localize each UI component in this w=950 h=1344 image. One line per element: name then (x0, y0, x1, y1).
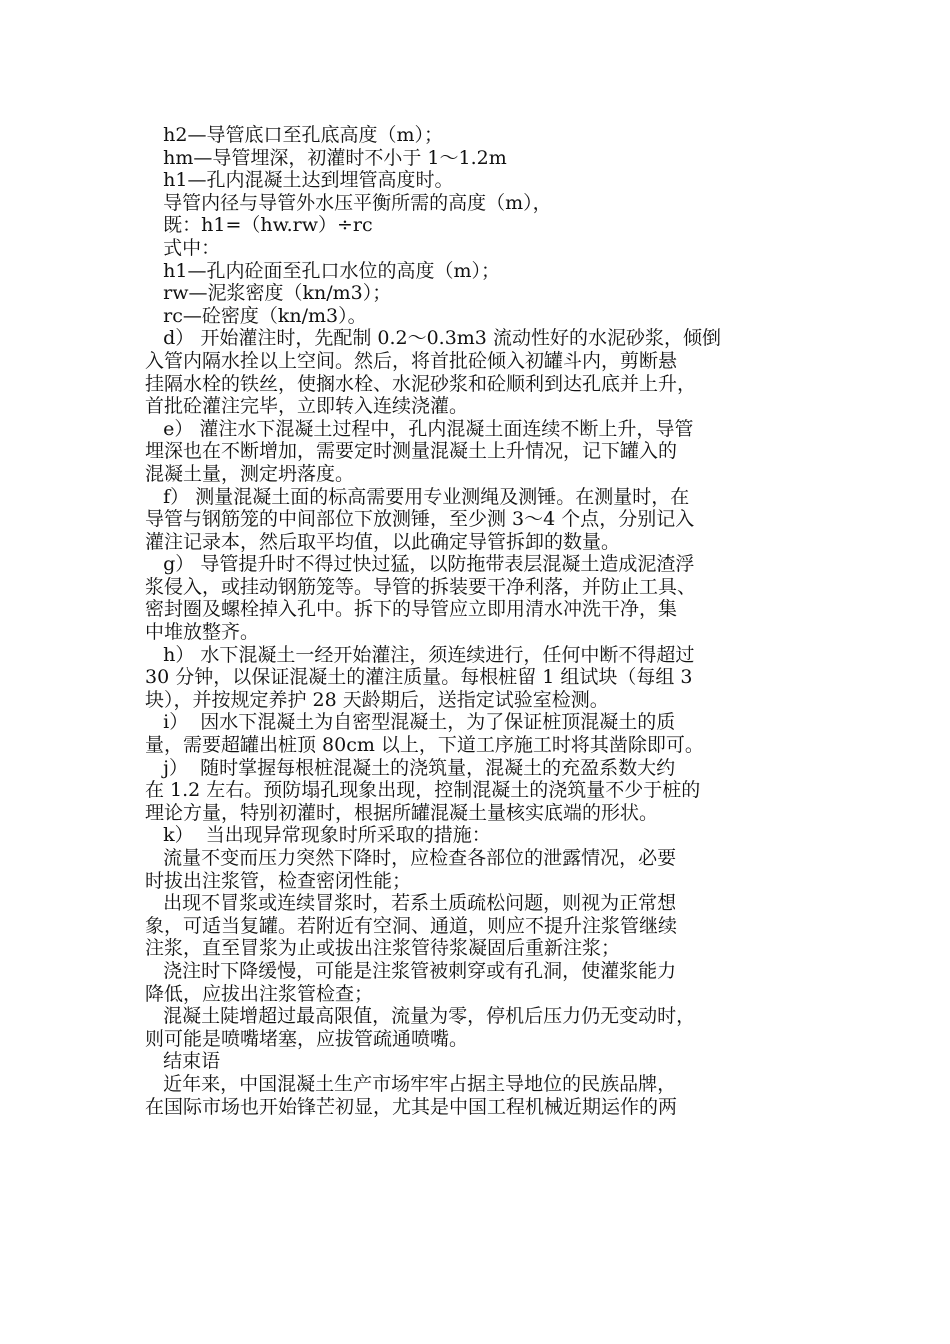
document-body (145, 124, 805, 1118)
text-line: 在国际市场也开始锋芒初显，尤其是中国工程机械近期运作的两 (145, 1095, 678, 1118)
text-line: 结束语 (145, 1050, 221, 1073)
text-line: 则可能是喷嘴堵塞，应拔管疏通喷嘴。 (145, 1027, 469, 1050)
text-line: rw—泥浆密度（kn/m3）； (145, 282, 392, 305)
text-line: 在 1.2 左右。预防塌孔现象出现，控制混凝土的浇筑量不少于桩的 (145, 779, 701, 802)
text-line: e） 灌注水下混凝土过程中，孔内混凝土面连续不断上升，导管 (145, 417, 694, 440)
text-line: d） 开始灌注时，先配制 0.2～0.3m3 流动性好的水泥砂浆，倾倒 (145, 327, 721, 350)
text-line: 降低，应拔出注浆管检查； (145, 982, 374, 1005)
text-line: 埋深也在不断增加，需要定时测量混凝土上升情况，记下罐入的 (145, 440, 678, 463)
text-line: 式中： (145, 236, 221, 259)
text-line: k） 当出现异常现象时所采取的措施： (145, 824, 491, 847)
text-line: 既：h1=（hw.rw）÷rc (145, 214, 373, 237)
text-line: 挂隔水栓的铁丝，使搁水栓、水泥砂浆和砼顺利到达孔底并上升， (145, 372, 697, 395)
text-line: 注浆，直至冒浆为止或拔出注浆管待浆凝固后重新注浆； (145, 937, 621, 960)
text-line: i） 因水下混凝土为自密型混凝土，为了保证桩顶混凝土的质 (145, 711, 676, 734)
text-line: h1—孔内混凝土达到埋管高度时。 (145, 169, 454, 192)
text-line: 导管内径与导管外水压平衡所需的高度（m）， (145, 191, 552, 214)
text-line: h1—孔内砼面至孔口水位的高度（m）； (145, 259, 500, 282)
text-line: 导管与钢筋笼的中间部位下放测锤，至少测 3～4 个点，分别记入 (145, 508, 695, 531)
text-line: 浆侵入，或挂动钢筋笼等。导管的拆装要干净利落，并防止工具、 (145, 575, 697, 598)
text-line: 理论方量，特别初灌时，根据所罐混凝土量核实底端的形状。 (145, 801, 659, 824)
text-line: 中堆放整齐。 (145, 621, 260, 644)
text-line: 象，可适当复罐。若附近有空洞、通道，则应不提升注浆管继续 (145, 914, 678, 937)
text-line: 量，需要超罐出桩顶 80cm 以上，下道工序施工时将其凿除即可。 (145, 734, 704, 757)
text-line: 近年来，中国混凝土生产市场牢牢占据主导地位的民族品牌， (145, 1072, 677, 1095)
text-line: 灌注记录本，然后取平均值，以此确定导管拆卸的数量。 (145, 530, 621, 553)
text-line: 入管内隔水拴以上空间。然后，将首批砼倾入初罐斗内，剪断悬 (145, 349, 678, 372)
text-line: h2—导管底口至孔底高度（m）； (145, 124, 443, 146)
text-line: 30 分钟，以保证混凝土的灌注质量。每根桩留 1 组试块（每组 3 (145, 666, 693, 689)
text-line: 出现不冒浆或连续冒浆时，若系土质疏松问题，则视为正常想 (145, 892, 677, 915)
text-line: f） 测量混凝土面的标高需要用专业测绳及测锤。在测量时，在 (145, 485, 690, 508)
text-line: 块），并按规定养护 28 天龄期后，送指定试验室检测。 (145, 688, 609, 711)
text-line: j） 随时掌握每根桩混凝土的浇筑量，混凝土的充盈系数大约 (145, 756, 676, 779)
text-line: 浇注时下降缓慢，可能是注浆管被刺穿或有孔洞，使灌浆能力 (145, 959, 677, 982)
text-line: 密封圈及螺栓掉入孔中。拆下的导管应立即用清水冲洗干净，集 (145, 598, 678, 621)
text-line: g） 导管提升时不得过快过猛，以防拖带表层混凝土造成泥渣浮 (145, 553, 695, 576)
text-line: 流量不变而压力突然下降时，应检查各部位的泄露情况，必要 (145, 847, 677, 869)
text-line: h） 水下混凝土一经开始灌注，须连续进行，任何中断不得超过 (145, 643, 695, 666)
text-line: 混凝土量，测定坍落度。 (145, 462, 355, 485)
text-line: rc—砼密度（kn/m3）。 (145, 304, 367, 327)
text-line: 时拔出注浆管，检查密闭性能； (145, 869, 412, 892)
text-line: 首批砼灌注完毕，立即转入连续浇灌。 (145, 395, 469, 418)
text-line: 混凝土陡增超过最高限值，流量为零，停机后压力仍无变动时， (145, 1005, 696, 1028)
text-line: hm—导管埋深，初灌时不小于 1～1.2m (145, 146, 507, 169)
